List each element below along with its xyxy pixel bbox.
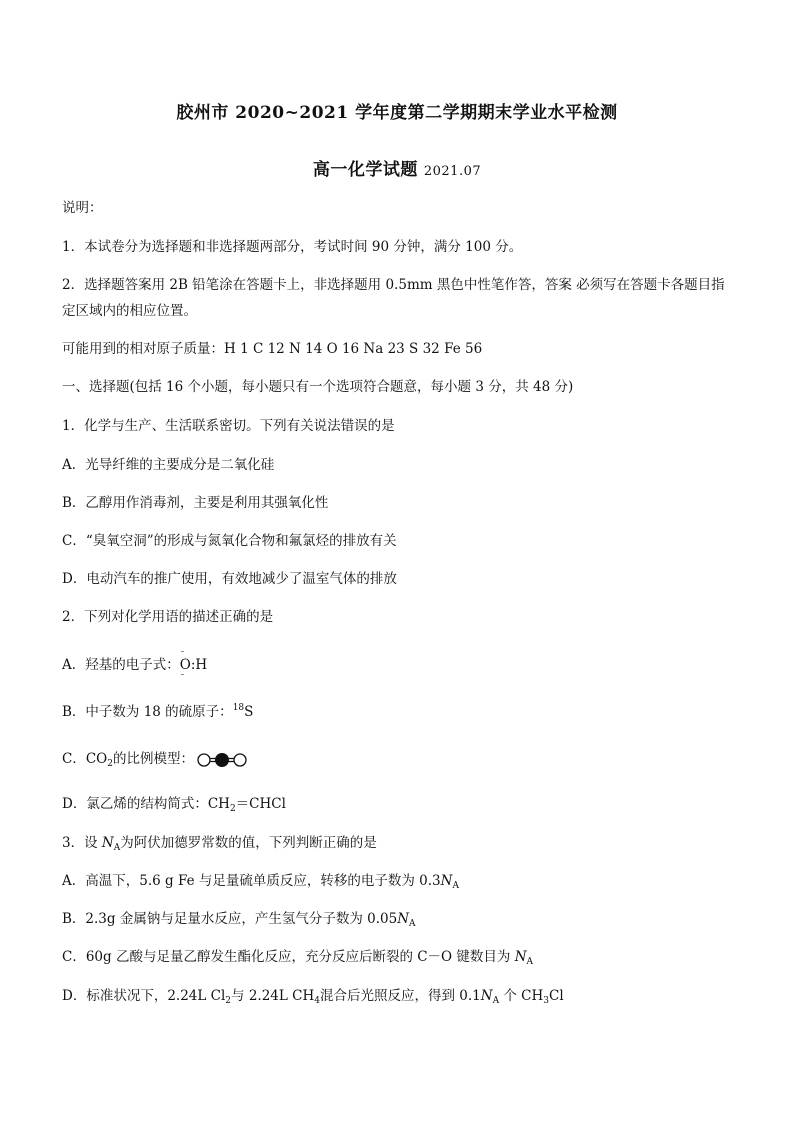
q3-option-c: C．60g 乙酸与足量乙醇发生酯化反应，充分反应后断裂的 C－O 键数目为 $N_A$ (62, 949, 534, 967)
q1-option-d: D．电动汽车的推广使用，有效地减少了温室气体的排放 (62, 571, 397, 587)
exam-date: 2021.07 (423, 164, 482, 179)
q2-option-c: C．$CO_2$的比例模型： (62, 749, 734, 769)
q2-stem: 2．下列对化学用语的描述正确的是 (62, 609, 274, 625)
q3-option-b: B．2.3g 金属钠与足量水反应，产生氢气分子数为 $0.05N_A$ (62, 911, 416, 929)
electron-dots-top-icon: ·· (180, 648, 184, 656)
q3-stem: 3．设 $N_A$为阿伏加德罗常数的值，下列判断正确的是 (62, 835, 377, 853)
electron-dots-bottom-icon: ·· (180, 671, 184, 679)
sulfur-symbol: S (244, 704, 254, 720)
exam-subtitle (0, 155, 794, 180)
instructions-heading: 说明： (62, 200, 103, 216)
instruction-item-2: 2．选择题答案用 2B 铅笔涂在答题卡上，非选择题用 0.5mm 黑色中性笔作答，答案 必须写在答题卡各题目指定区域内的相应位置。 (62, 277, 725, 319)
co2-space-filling-model-icon (196, 752, 248, 768)
q2-option-a: A．羟基的电子式： ·· O ·· :H (62, 648, 208, 679)
section1-heading: 一、选择题(包括 16 个小题，每小题只有一个选项符合题意，每小题 3 分，共 48 分) (62, 379, 574, 395)
mass-number: 18 (232, 703, 245, 713)
q2-option-b: B．中子数为 18 的硫原子：$^{18}$S (62, 703, 254, 720)
q3-option-a: A．高温下，5.6 g Fe 与足量硫单质反应，转移的电子数为 $0.3N_A$ (62, 873, 459, 891)
q3-option-d: D．标准状况下，2.24L $Cl_2$与 2.24L $CH_4$混合后光照反应，得到 $0.1N_A$ 个 $CH_3Cl$ (62, 988, 564, 1006)
q1-stem: 1．化学与生产、生活联系密切。下列有关说法错误的是 (62, 418, 395, 434)
q1-option-c: C．“臭氧空洞”的形成与氮氧化合物和氟氯烃的排放有关 (62, 533, 397, 549)
instruction-item-1: 1．本试卷分为选择题和非选择题两部分，考试时间 90 分钟，满分 100 分。 (62, 239, 523, 255)
q1-option-a: A．光导纤维的主要成分是二氧化硅 (62, 457, 275, 473)
atomic-masses: 可能用到的相对原子质量：H 1 C 12 N 14 O 16 Na 23 S 32 Fe 56 (62, 341, 483, 357)
q1-option-b: B．乙醇用作消毒剂，主要是利用其强氧化性 (62, 495, 329, 511)
subject-title: 高一化学试题 (312, 160, 418, 180)
q2-option-d: D．氯乙烯的结构简式：$CH_2=CHCl$ (62, 796, 286, 814)
exam-title: 胶州市 2020~2021 学年度第二学期期末学业水平检测 (176, 103, 618, 123)
hydroxyl-electron-formula: ·· O ·· :H (179, 648, 208, 679)
